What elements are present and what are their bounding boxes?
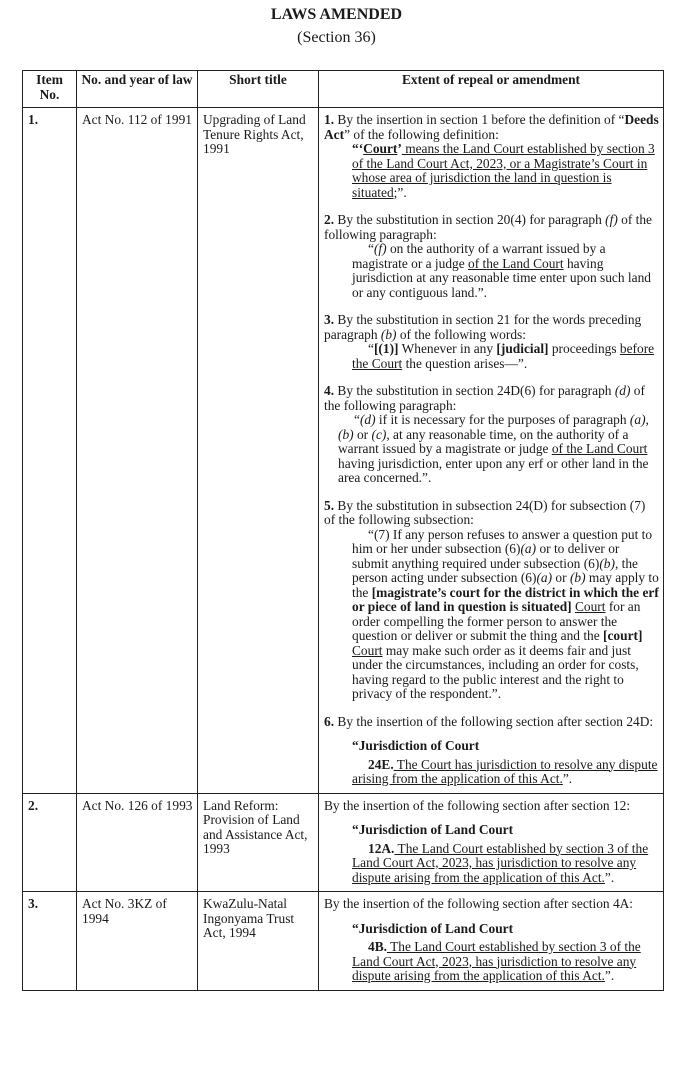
amendment-5-quote: “(7) If any person refuses to answer a question put to him or her under subsection (6)(a) or to deliver or submit anything required under subsection (6)(b), the person acting under subsection (6)(a) or (b) may apply to the [magistrate’s court for the district in which the erf or piece of land in question is situated] Court for an order compelling the former person to answer the question or deliver or submit the thing and the [court] Court may make such order as it deems fair and just under the circumstances, including an order for costs, having regard to the public interest and the right to privacy of the respondent.”. — [352, 526, 659, 701]
amendment-intro: By the insertion of the following section after section 12: — [324, 797, 631, 813]
header-item-no: Item No. — [23, 71, 77, 108]
amendment-1-quote: “‘Court’ means the Land Court established by section 3 of the Land Court Act, 2023, or a Magistrate’s Court in whose area of jurisdiction the land in question is situated;”. — [352, 141, 655, 200]
page-subtitle: (Section 36) — [297, 29, 376, 46]
inserted-section: 12A. The Land Court established by section 3 of the Land Court Act, 2023, has jurisdiction to resolve any dispute arising from the application of this Act.”. — [352, 840, 649, 885]
item-number: 1. — [23, 108, 77, 794]
amendment-4: 4. By the substitution in section 24D(6) for paragraph (d) of the following paragraph: — [324, 383, 645, 413]
inserted-section: 4B. The Land Court established by section 3 of the Land Court Act, 2023, has jurisdiction to resolve any dispute arising from the application of this Act.”. — [352, 939, 641, 983]
table-row — [23, 892, 664, 991]
amendment-2-quote: “(f) on the authority of a warrant issued by a magistrate or a judge of the Land Court having jurisdiction at any reasonable time enter upon such land or any contiguous land.”. — [352, 241, 651, 300]
amendment-5: 5. By the substitution in subsection 24(D) for subsection (7) of the following subsection: — [324, 497, 646, 527]
amendment-number: 4. — [324, 383, 335, 398]
amendment-number: 6. — [324, 713, 335, 729]
section-heading: “Jurisdiction of Court — [352, 738, 480, 753]
header-extent: Extent of repeal or amendment — [319, 71, 664, 108]
header-no-and-year: No. and year of law — [77, 71, 198, 108]
amendment-number: 2. — [324, 212, 335, 227]
laws-amended-table — [22, 70, 664, 991]
law-number: Act No. 3KZ of 1994 — [77, 892, 198, 991]
amendment-2: 2. By the substitution in section 20(4) for paragraph (f) of the following paragraph: — [324, 212, 653, 242]
amendment-1: 1. By the insertion in section 1 before the definition of “Deeds Act” of the following definition: — [324, 112, 659, 142]
amendment-3-quote: “[(1)] Whenever in any [judicial] proceedings before the Court the question arises—”. — [352, 341, 655, 371]
amendment-4-quote: “(d) if it is necessary for the purposes of paragraph (a), (b) or (c), at any reasonable time, on the authority of a warrant issued by a magistrate or judge of the Land Court having jurisdiction, enter upon any erf or other land in the area concerned.”. — [338, 412, 649, 485]
law-number: Act No. 126 of 1993 — [77, 793, 198, 892]
amendment-number: 1. — [324, 112, 335, 127]
item-number: 2. — [23, 793, 77, 892]
item-number: 3. — [23, 892, 77, 991]
short-title: KwaZulu-Natal Ingonyama Trust Act, 1994 — [198, 892, 319, 991]
table-row — [23, 108, 664, 794]
extent-cell — [319, 892, 664, 991]
amendment-number: 5. — [324, 497, 335, 513]
amendment-number: 3. — [324, 312, 335, 327]
section-heading: “Jurisdiction of Land Court — [352, 920, 514, 936]
amendment-6: 6. By the insertion of the following section after section 24D: — [324, 713, 654, 729]
inserted-section: 24E. The Court has jurisdiction to resolve any dispute arising from the application of this Act.”. — [352, 756, 658, 786]
section-heading: “Jurisdiction of Land Court — [352, 822, 514, 837]
header-short-title: Short title — [198, 71, 319, 108]
page-title: LAWS AMENDED — [270, 6, 403, 23]
table-header-row — [23, 71, 664, 108]
law-number: Act No. 112 of 1991 — [77, 108, 198, 794]
amendment-3: 3. By the substitution in section 21 for the words preceding paragraph (b) of the following words: — [324, 312, 642, 342]
short-title: Upgrading of Land Tenure Rights Act, 1991 — [198, 108, 319, 794]
extent-cell — [319, 108, 664, 794]
short-title: Land Reform: Provision of Land and Assistance Act, 1993 — [198, 793, 319, 892]
amendment-intro: By the insertion of the following section after section 4A: — [324, 896, 634, 911]
extent-cell — [319, 793, 664, 892]
table-row — [23, 793, 664, 892]
